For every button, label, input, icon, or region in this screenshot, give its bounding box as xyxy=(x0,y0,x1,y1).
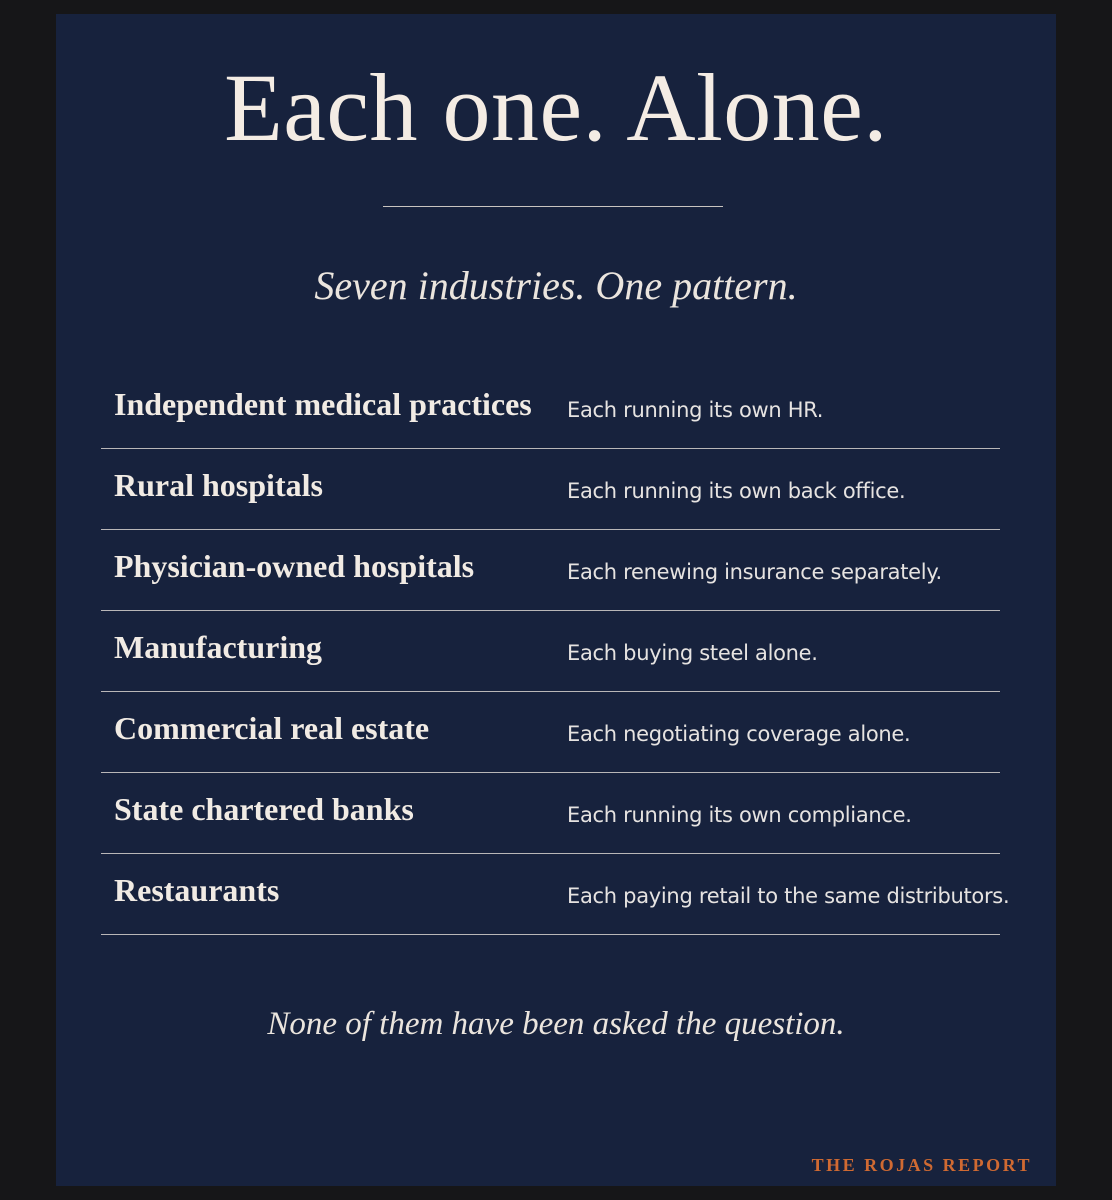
industry-description: Each running its own back office. xyxy=(567,479,906,503)
closing-line: None of them have been asked the question. xyxy=(267,1006,845,1042)
industry-row xyxy=(101,530,1000,611)
industry-description: Each buying steel alone. xyxy=(567,641,818,665)
industry-name: Manufacturing xyxy=(114,629,322,665)
industry-name: Physician-owned hospitals xyxy=(114,548,475,584)
industry-description: Each renewing insurance separately. xyxy=(567,560,942,584)
industry-description: Each running its own compliance. xyxy=(567,803,912,827)
industry-list xyxy=(101,368,1010,935)
industry-row xyxy=(101,854,1010,935)
industry-description: Each negotiating coverage alone. xyxy=(567,722,911,746)
industry-description: Each paying retail to the same distributors. xyxy=(567,884,1010,908)
industry-name: Restaurants xyxy=(114,872,280,908)
industry-row xyxy=(101,773,1000,854)
poster-subtitle: Seven industries. One pattern. xyxy=(314,263,798,308)
industry-name: Commercial real estate xyxy=(114,710,430,746)
poster-card xyxy=(56,14,1056,1186)
industry-row xyxy=(101,692,1000,773)
industry-row xyxy=(101,368,1000,449)
industry-row xyxy=(101,611,1000,692)
industry-name: Rural hospitals xyxy=(114,467,323,503)
industry-description: Each running its own HR. xyxy=(567,398,824,422)
industry-row xyxy=(101,449,1000,530)
poster-title: Each one. Alone. xyxy=(224,54,888,161)
brand-wordmark: THE ROJAS REPORT xyxy=(811,1155,1032,1175)
title-divider xyxy=(383,206,723,207)
industry-name: State chartered banks xyxy=(114,791,414,827)
industry-name: Independent medical practices xyxy=(114,386,532,422)
